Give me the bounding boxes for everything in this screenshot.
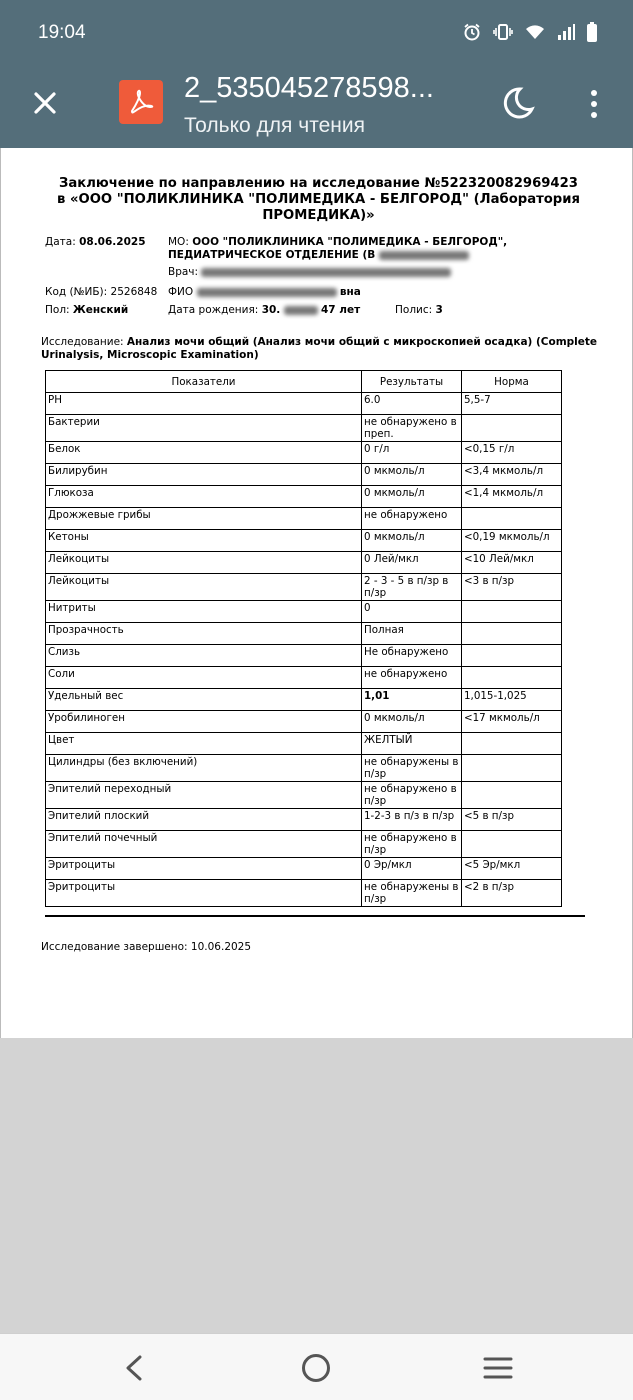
row-result: не обнаружено xyxy=(362,667,462,689)
row-norm: <1,4 мкмоль/л xyxy=(462,486,562,508)
row-indicator: Цвет xyxy=(46,733,362,755)
code-field xyxy=(45,286,157,298)
table-row xyxy=(46,711,562,733)
row-indicator: Билирубин xyxy=(46,464,362,486)
study-label: Исследование: xyxy=(41,336,124,348)
row-norm xyxy=(462,415,562,442)
sex-field xyxy=(45,304,128,316)
fio-visible-part: вна xyxy=(339,286,361,298)
study-description xyxy=(41,336,601,362)
row-norm xyxy=(462,645,562,667)
table-row xyxy=(46,393,562,415)
row-indicator: Глюкоза xyxy=(46,486,362,508)
date-label: Дата: xyxy=(45,236,76,248)
row-norm: <5 Эр/мкл xyxy=(462,858,562,880)
redacted-text xyxy=(379,251,469,260)
table-row xyxy=(46,667,562,689)
row-indicator: Цилиндры (без включений) xyxy=(46,755,362,782)
row-norm xyxy=(462,782,562,809)
sex-value: Женский xyxy=(72,304,129,316)
table-row xyxy=(46,689,562,711)
row-indicator: Нитриты xyxy=(46,601,362,623)
row-result: Не обнаружено xyxy=(362,645,462,667)
table-bottom-line xyxy=(45,915,585,917)
doctor-label: Врач: xyxy=(168,266,199,278)
row-norm: <10 Лей/мкл xyxy=(462,552,562,574)
table-row xyxy=(46,442,562,464)
table-row xyxy=(46,486,562,508)
row-norm: <17 мкмоль/л xyxy=(462,711,562,733)
row-result: 0 Эр/мкл xyxy=(362,858,462,880)
status-bar xyxy=(0,0,633,60)
row-result: не обнаружено в преп. xyxy=(362,415,462,442)
row-indicator: PH xyxy=(46,393,362,415)
row-indicator: Лейкоциты xyxy=(46,574,362,601)
more-options-icon[interactable] xyxy=(585,88,603,120)
row-result: 0 мкмоль/л xyxy=(362,486,462,508)
row-norm: <2 в п/зр xyxy=(462,880,562,907)
table-row xyxy=(46,782,562,809)
report-title-line-2: в «ООО "ПОЛИКЛИНИКА "ПОЛИМЕДИКА - БЕЛГОРОД" (Лаборатория xyxy=(57,192,580,207)
row-indicator: Прозрачность xyxy=(46,623,362,645)
row-indicator: Эритроциты xyxy=(46,880,362,907)
row-result: 0 xyxy=(362,601,462,623)
age-value: 47 лет xyxy=(320,304,361,316)
row-indicator: Эпителий почечный xyxy=(46,831,362,858)
row-norm xyxy=(462,755,562,782)
mo-field xyxy=(168,236,507,262)
fio-label: ФИО xyxy=(168,286,194,298)
document-subtitle: Только для чтения xyxy=(184,114,365,137)
fio-field xyxy=(168,286,361,298)
header-norm: Норма xyxy=(462,371,562,393)
document-title: 2_535045278598... xyxy=(184,72,434,104)
mo-value-line-1: ООО "ПОЛИКЛИНИКА "ПОЛИМЕДИКА - БЕЛГОРОД", xyxy=(192,236,508,248)
row-result: 0 мкмоль/л xyxy=(362,530,462,552)
vibrate-icon xyxy=(493,23,513,41)
status-icons xyxy=(463,22,597,42)
table-row xyxy=(46,464,562,486)
recent-apps-icon[interactable] xyxy=(483,1356,513,1380)
row-result: 1-2-3 в п/з в п/зр xyxy=(362,809,462,831)
row-result: 6.0 xyxy=(362,393,462,415)
table-row xyxy=(46,809,562,831)
table-row xyxy=(46,858,562,880)
row-indicator: Кетоны xyxy=(46,530,362,552)
row-indicator: Уробилиноген xyxy=(46,711,362,733)
home-icon[interactable] xyxy=(302,1354,330,1382)
app-bar xyxy=(0,60,633,148)
navigation-bar xyxy=(0,1333,633,1400)
row-norm: <0,19 мкмоль/л xyxy=(462,530,562,552)
code-value: 2526848 xyxy=(110,286,158,298)
row-indicator: Удельный вес xyxy=(46,689,362,711)
signal-icon xyxy=(557,24,575,40)
back-icon[interactable] xyxy=(122,1354,146,1382)
battery-icon xyxy=(587,22,597,42)
table-row xyxy=(46,552,562,574)
report-title-line-3: ПРОМЕДИКА)» xyxy=(262,208,375,223)
row-indicator: Эпителий переходный xyxy=(46,782,362,809)
redacted-fio xyxy=(197,288,337,297)
row-norm xyxy=(462,733,562,755)
row-indicator: Белок xyxy=(46,442,362,464)
row-indicator: Соли xyxy=(46,667,362,689)
row-result: не обнаружены в п/зр xyxy=(362,755,462,782)
report-title-line-1: Заключение по направлению на исследование №522320082969423 xyxy=(59,176,578,191)
row-norm: 5,5-7 xyxy=(462,393,562,415)
row-indicator: Эритроциты xyxy=(46,858,362,880)
table-row xyxy=(46,831,562,858)
row-norm: <3,4 мкмоль/л xyxy=(462,464,562,486)
policy-value: 3 xyxy=(435,304,443,316)
row-result: не обнаружено в п/зр xyxy=(362,782,462,809)
pdf-file-icon xyxy=(119,80,163,124)
row-norm: 1,015-1,025 xyxy=(462,689,562,711)
doctor-field xyxy=(168,266,451,278)
table-row xyxy=(46,880,562,907)
sex-label: Пол: xyxy=(45,304,70,316)
row-norm xyxy=(462,623,562,645)
table-row xyxy=(46,755,562,782)
redacted-birth xyxy=(284,306,318,315)
pdf-page[interactable] xyxy=(0,148,633,1038)
completed-date: Исследование завершено: 10.06.2025 xyxy=(41,941,252,953)
row-norm xyxy=(462,508,562,530)
table-row xyxy=(46,733,562,755)
row-indicator: Дрожжевые грибы xyxy=(46,508,362,530)
row-result: ЖЕЛТЫЙ xyxy=(362,733,462,755)
row-indicator: Бактерии xyxy=(46,415,362,442)
row-result: 2 - 3 - 5 в п/зр в п/зр xyxy=(362,574,462,601)
table-row xyxy=(46,530,562,552)
table-row xyxy=(46,601,562,623)
row-indicator: Эпителий плоский xyxy=(46,809,362,831)
row-indicator: Слизь xyxy=(46,645,362,667)
table-row xyxy=(46,574,562,601)
table-row xyxy=(46,645,562,667)
table-row xyxy=(46,415,562,442)
row-result: 0 мкмоль/л xyxy=(362,711,462,733)
table-row xyxy=(46,508,562,530)
row-norm: <3 в п/зр xyxy=(462,574,562,601)
row-result: не обнаружено в п/зр xyxy=(362,831,462,858)
row-norm xyxy=(462,831,562,858)
row-result: не обнаружены в п/зр xyxy=(362,880,462,907)
mo-value-line-2: ПЕДИАТРИЧЕСКОЕ ОТДЕЛЕНИЕ (В xyxy=(168,249,376,261)
table-row xyxy=(46,623,562,645)
header-indicator: Показатели xyxy=(46,371,362,393)
row-norm: <5 в п/зр xyxy=(462,809,562,831)
mo-label: МО: xyxy=(168,236,189,248)
wifi-icon xyxy=(525,24,545,40)
study-value: Анализ мочи общий (Анализ мочи общий с микроскопией осадка) (Complete Urinalysis, Microscopic Examination) xyxy=(41,336,598,361)
row-norm: <0,15 г/л xyxy=(462,442,562,464)
report-title xyxy=(41,176,596,224)
row-result: Полная xyxy=(362,623,462,645)
row-result: 1,01 xyxy=(362,689,462,711)
row-norm xyxy=(462,667,562,689)
birth-value: 30. xyxy=(261,304,281,316)
results-table xyxy=(45,370,562,907)
row-result: 0 г/л xyxy=(362,442,462,464)
policy-label: Полис: xyxy=(395,304,433,316)
row-indicator: Лейкоциты xyxy=(46,552,362,574)
close-icon[interactable] xyxy=(28,86,62,120)
birth-field xyxy=(168,304,360,316)
code-label: Код (№ИБ): xyxy=(45,286,108,298)
date-field xyxy=(45,236,146,248)
policy-field xyxy=(395,304,443,316)
redacted-doctor xyxy=(201,268,451,277)
header-result: Результаты xyxy=(362,371,462,393)
row-result: 0 мкмоль/л xyxy=(362,464,462,486)
date-value: 08.06.2025 xyxy=(79,236,146,248)
row-result: не обнаружено xyxy=(362,508,462,530)
birth-label: Дата рождения: xyxy=(168,304,259,316)
alarm-icon xyxy=(463,23,481,41)
status-time: 19:04 xyxy=(38,22,86,43)
row-result: 0 Лей/мкл xyxy=(362,552,462,574)
night-mode-icon[interactable] xyxy=(498,84,536,122)
row-norm xyxy=(462,601,562,623)
